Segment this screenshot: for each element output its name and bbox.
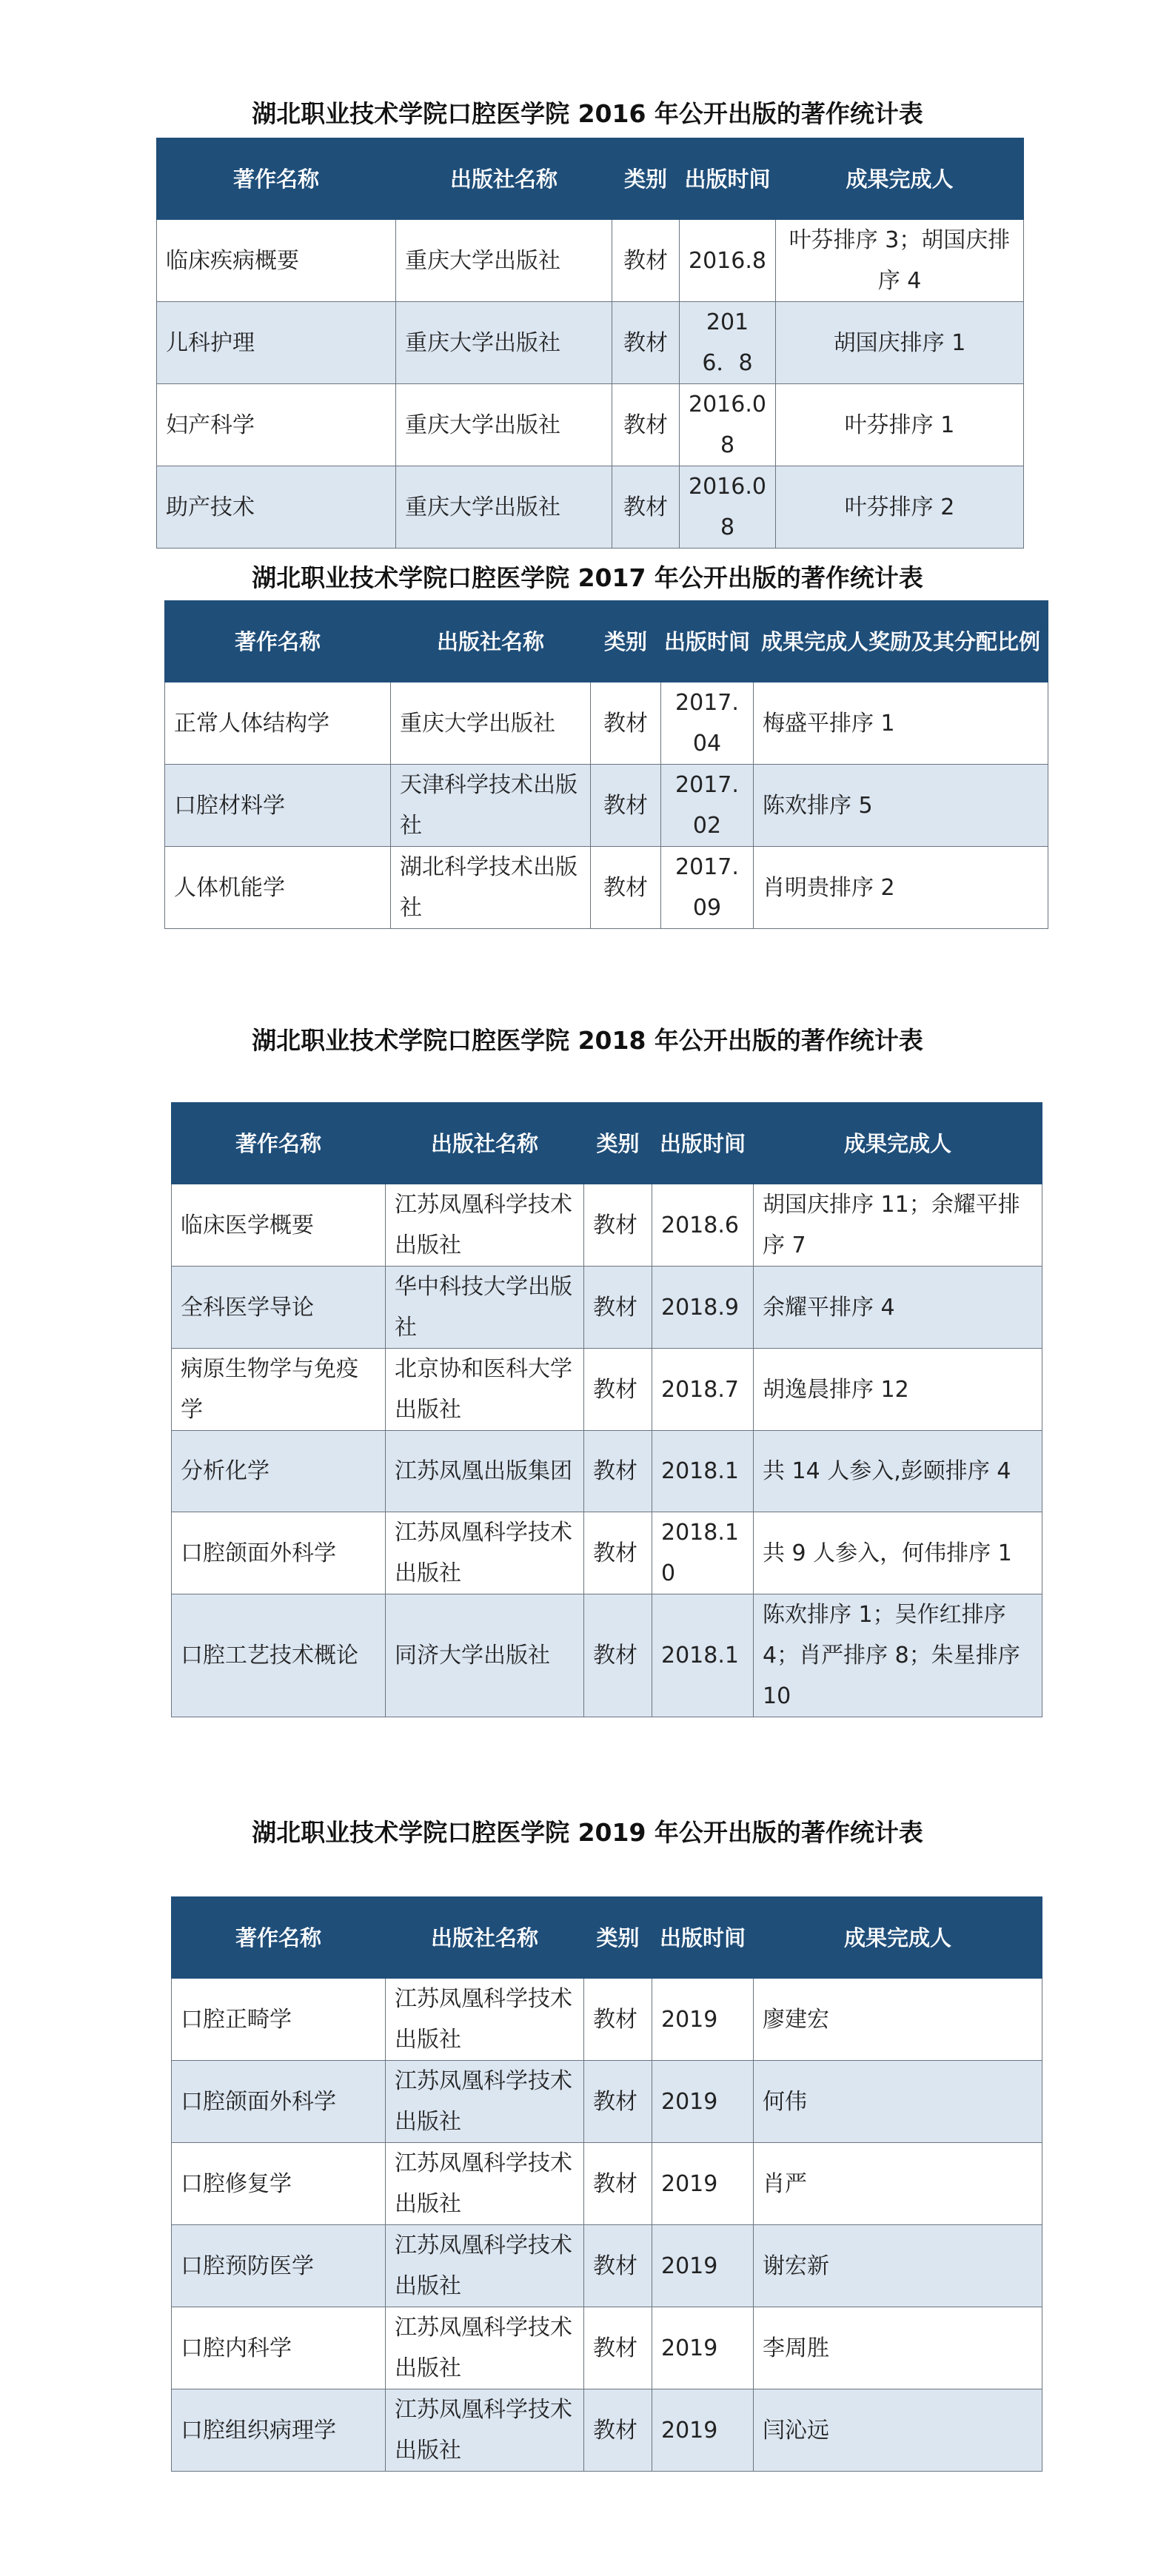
cell-title: 口腔颌面外科学 <box>172 1512 386 1594</box>
cell-authors: 闫沁远 <box>754 2389 1042 2472</box>
cell-publisher: 江苏凤凰科学技术出版社 <box>386 2389 584 2472</box>
cell-publisher: 江苏凤凰科学技术出版社 <box>386 1184 584 1267</box>
cell-authors: 余耀平排序 4 <box>754 1267 1042 1349</box>
header-title: 著作名称 <box>172 1897 386 1979</box>
table-row <box>157 302 1024 384</box>
table-title-2017: 湖北职业技术学院口腔医学院 2017 年公开出版的著作统计表 <box>252 563 923 592</box>
cell-title: 儿科护理 <box>157 302 396 384</box>
table-row <box>157 220 1024 302</box>
publication-table-2016 <box>156 138 1024 549</box>
cell-category: 教材 <box>584 2143 652 2225</box>
cell-category: 教材 <box>584 1431 652 1512</box>
cell-authors: 谢宏新 <box>754 2225 1042 2307</box>
cell-category: 教材 <box>612 466 680 549</box>
cell-authors: 梅盛平排序 1 <box>754 682 1048 765</box>
cell-publisher: 华中科技大学出版社 <box>386 1267 584 1349</box>
cell-category: 教材 <box>584 1594 652 1717</box>
table-title-2018: 湖北职业技术学院口腔医学院 2018 年公开出版的著作统计表 <box>252 1026 923 1055</box>
cell-title: 口腔材料学 <box>165 765 391 847</box>
cell-authors: 共 14 人参入,彭颐排序 4 <box>754 1431 1042 1512</box>
cell-authors: 叶芬排序 2 <box>776 466 1024 549</box>
cell-category: 教材 <box>591 847 661 929</box>
cell-title: 临床医学概要 <box>172 1184 386 1267</box>
table-row <box>172 2225 1042 2307</box>
table-row <box>157 384 1024 466</box>
cell-title: 全科医学导论 <box>172 1267 386 1349</box>
cell-category: 教材 <box>584 1267 652 1349</box>
cell-title: 助产技术 <box>157 466 396 549</box>
table-row <box>165 765 1048 847</box>
header-category: 类别 <box>612 138 680 220</box>
table-row <box>157 466 1024 549</box>
cell-publisher: 江苏凤凰出版集团 <box>386 1431 584 1512</box>
cell-authors: 叶芬排序 3；胡国庆排序 4 <box>776 220 1024 302</box>
cell-authors: 李周胜 <box>754 2307 1042 2389</box>
cell-category: 教材 <box>591 765 661 847</box>
table-row <box>172 1184 1042 1267</box>
cell-publisher: 江苏凤凰科学技术出版社 <box>386 2307 584 2389</box>
cell-authors: 胡国庆排序 1 <box>776 302 1024 384</box>
cell-title: 口腔正畸学 <box>172 1979 386 2061</box>
cell-category: 教材 <box>584 2389 652 2472</box>
cell-authors: 肖严 <box>754 2143 1042 2225</box>
publication-table-2018 <box>171 1102 1042 1717</box>
header-publisher: 出版社名称 <box>386 1103 584 1184</box>
publication-table-2019 <box>171 1896 1042 2472</box>
cell-title: 病原生物学与免疫学 <box>172 1349 386 1431</box>
cell-publisher: 江苏凤凰科学技术出版社 <box>386 2143 584 2225</box>
cell-title: 临床疾病概要 <box>157 220 396 302</box>
cell-title: 妇产科学 <box>157 384 396 466</box>
header-publisher: 出版社名称 <box>386 1897 584 1979</box>
publication-table-2017 <box>164 600 1048 929</box>
cell-title: 口腔组织病理学 <box>172 2389 386 2472</box>
table-row <box>165 847 1048 929</box>
cell-title: 人体机能学 <box>165 847 391 929</box>
cell-date: 2019 <box>652 2143 754 2225</box>
table-row <box>172 1349 1042 1431</box>
cell-title: 口腔预防医学 <box>172 2225 386 2307</box>
cell-date: 2017.02 <box>661 765 754 847</box>
cell-category: 教材 <box>584 1349 652 1431</box>
cell-category: 教材 <box>584 2307 652 2389</box>
cell-publisher: 江苏凤凰科学技术出版社 <box>386 1979 584 2061</box>
cell-publisher: 湖北科学技术出版社 <box>391 847 591 929</box>
cell-title: 正常人体结构学 <box>165 682 391 765</box>
cell-date: 2016.8 <box>680 220 776 302</box>
cell-authors: 叶芬排序 1 <box>776 384 1024 466</box>
cell-publisher: 重庆大学出版社 <box>391 682 591 765</box>
cell-category: 教材 <box>612 384 680 466</box>
table-title-2016: 湖北职业技术学院口腔医学院 2016 年公开出版的著作统计表 <box>252 99 923 128</box>
table-row <box>172 1512 1042 1594</box>
cell-authors: 何伟 <box>754 2061 1042 2143</box>
header-publisher: 出版社名称 <box>391 601 591 682</box>
cell-date: 2016．8 <box>680 302 776 384</box>
cell-publisher: 重庆大学出版社 <box>396 220 612 302</box>
cell-date: 2017.04 <box>661 682 754 765</box>
cell-title: 分析化学 <box>172 1431 386 1512</box>
header-authors: 成果完成人 <box>776 138 1024 220</box>
header-title: 著作名称 <box>172 1103 386 1184</box>
table-row <box>172 2389 1042 2472</box>
cell-date: 2016.08 <box>680 384 776 466</box>
header-authors: 成果完成人 <box>754 1103 1042 1184</box>
cell-publisher: 北京协和医科大学出版社 <box>386 1349 584 1431</box>
table-row <box>172 1431 1042 1512</box>
cell-publisher: 天津科学技术出版社 <box>391 765 591 847</box>
cell-authors: 陈欢排序 5 <box>754 765 1048 847</box>
header-date: 出版时间 <box>652 1103 754 1184</box>
cell-publisher: 江苏凤凰科学技术出版社 <box>386 1512 584 1594</box>
cell-date: 2019 <box>652 2061 754 2143</box>
cell-category: 教材 <box>584 1512 652 1594</box>
cell-publisher: 重庆大学出版社 <box>396 466 612 549</box>
cell-category: 教材 <box>591 682 661 765</box>
cell-title: 口腔内科学 <box>172 2307 386 2389</box>
cell-publisher: 重庆大学出版社 <box>396 384 612 466</box>
cell-title: 口腔颌面外科学 <box>172 2061 386 2143</box>
cell-title: 口腔工艺技术概论 <box>172 1594 386 1717</box>
cell-category: 教材 <box>584 2225 652 2307</box>
cell-category: 教材 <box>612 302 680 384</box>
header-title: 著作名称 <box>165 601 391 682</box>
table-row <box>172 2143 1042 2225</box>
cell-date: 2018.7 <box>652 1349 754 1431</box>
table-row <box>172 2061 1042 2143</box>
cell-date: 2018.6 <box>652 1184 754 1267</box>
cell-date: 2018.10 <box>652 1512 754 1594</box>
table-row <box>172 1979 1042 2061</box>
cell-authors: 胡逸晨排序 12 <box>754 1349 1042 1431</box>
header-category: 类别 <box>584 1897 652 1979</box>
table-title-2019: 湖北职业技术学院口腔医学院 2019 年公开出版的著作统计表 <box>252 1818 923 1847</box>
table-row <box>172 1594 1042 1717</box>
header-publisher: 出版社名称 <box>396 138 612 220</box>
cell-publisher: 江苏凤凰科学技术出版社 <box>386 2225 584 2307</box>
cell-date: 2019 <box>652 1979 754 2061</box>
cell-date: 2019 <box>652 2389 754 2472</box>
cell-category: 教材 <box>584 1184 652 1267</box>
cell-publisher: 江苏凤凰科学技术出版社 <box>386 2061 584 2143</box>
cell-category: 教材 <box>584 2061 652 2143</box>
cell-publisher: 重庆大学出版社 <box>396 302 612 384</box>
cell-authors: 廖建宏 <box>754 1979 1042 2061</box>
cell-authors: 肖明贵排序 2 <box>754 847 1048 929</box>
header-title: 著作名称 <box>157 138 396 220</box>
header-date: 出版时间 <box>680 138 776 220</box>
table-row <box>165 682 1048 765</box>
cell-date: 2019 <box>652 2225 754 2307</box>
cell-date: 2018.1 <box>652 1431 754 1512</box>
header-authors: 成果完成人奖励及其分配比例 <box>754 601 1048 682</box>
cell-category: 教材 <box>612 220 680 302</box>
cell-authors: 陈欢排序 1；吴作红排序 4；肖严排序 8；朱星排序 10 <box>754 1594 1042 1717</box>
header-authors: 成果完成人 <box>754 1897 1042 1979</box>
cell-date: 2018.1 <box>652 1594 754 1717</box>
cell-publisher: 同济大学出版社 <box>386 1594 584 1717</box>
cell-category: 教材 <box>584 1979 652 2061</box>
cell-date: 2018.9 <box>652 1267 754 1349</box>
cell-authors: 胡国庆排序 11；余耀平排序 7 <box>754 1184 1042 1267</box>
header-category: 类别 <box>584 1103 652 1184</box>
cell-date: 2017.09 <box>661 847 754 929</box>
cell-date: 2016.08 <box>680 466 776 549</box>
header-category: 类别 <box>591 601 661 682</box>
table-row <box>172 2307 1042 2389</box>
cell-title: 口腔修复学 <box>172 2143 386 2225</box>
cell-authors: 共 9 人参入，何伟排序 1 <box>754 1512 1042 1594</box>
cell-date: 2019 <box>652 2307 754 2389</box>
table-row <box>172 1267 1042 1349</box>
header-date: 出版时间 <box>652 1897 754 1979</box>
header-date: 出版时间 <box>661 601 754 682</box>
